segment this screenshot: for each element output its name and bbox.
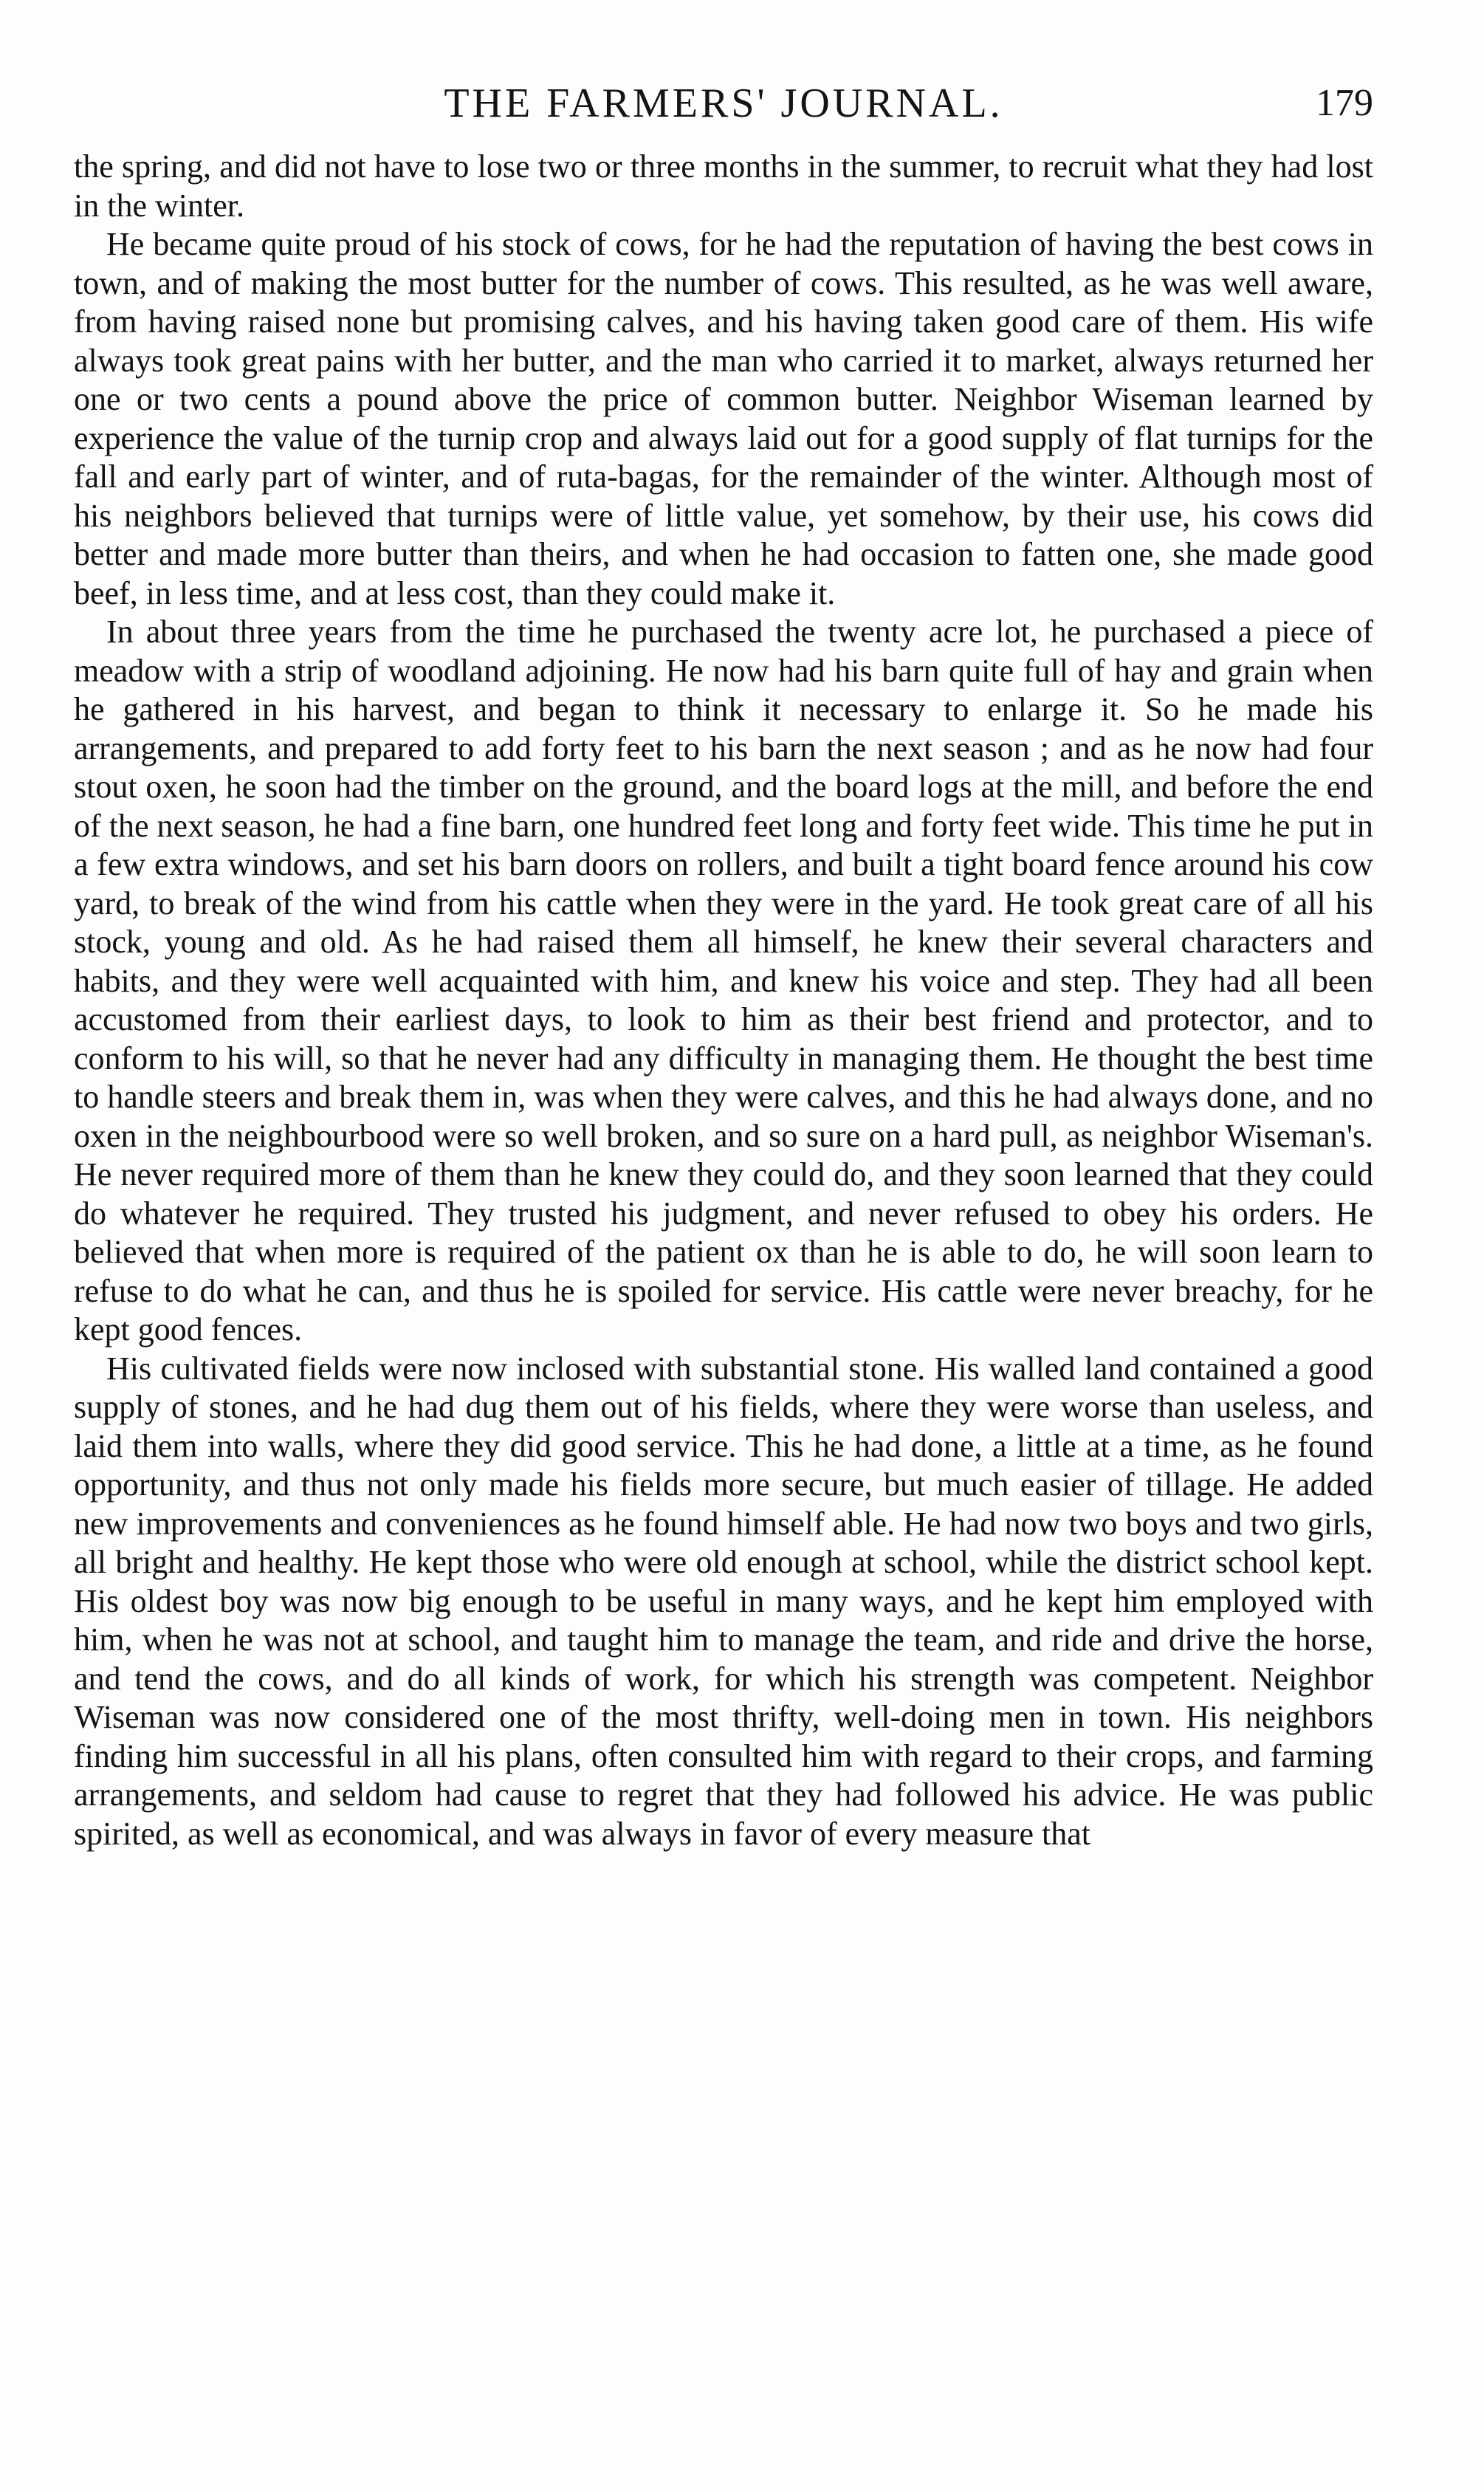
paragraph-cows: He became quite proud of his stock of cows, for he had the reputation of having the best cows in town, and of making the most butter for the number of cows. This resulted, as he was well aware, from having raised none but promising calves, and his having taken good care of them. His wife always took great pains with her butter, and the man who carried it to market, always returned her one or two cents a pound above the price of common butter. Neighbor Wiseman learned by experience the value of the turnip crop and always laid out for a good supply of flat turnips for the fall and early part of winter, and of ruta-bagas, for the remainder of the winter. Although most of his neighbors believed that turnips were of little value, yet somehow, by their use, his cows did better and made more butter than theirs, and when he had occasion to fatten one, she made good beef, in less time, and at less cost, than they could make it. [74, 226, 1373, 611]
paragraph-barn: In about three years from the time he purchased the twenty acre lot, he purchased a piece of meadow with a strip of woodland adjoining. He now had his barn quite full of hay and grain when he gathered in his harvest, and began to think it necessary to enlarge it. So he made his arrangements, and prepared to add forty feet to his barn the next season ; and as he now had four stout oxen, he soon had the timber on the ground, and the board logs at the mill, and before the end of the next season, he had a fine barn, one hundred feet long and forty feet wide. This time he put in a few extra windows, and set his barn doors on rollers, and built a tight board fence around his cow yard, to break of the wind from his cattle when they were in the yard. He took great care of all his stock, young and old. As he had raised them all himself, he knew their several characters and habits, and they were well acquainted with him, and knew his voice and step. They had all been accustomed from their earliest days, to look to him as their best friend and protector, and to conform to his will, so that he never had any difficulty in managing them. He thought the best time to handle steers and break them in, was when they were calves, and this he had always done, and no oxen in the neighbourbood were so well broken, and so sure on a hard pull, as neighbor Wiseman's. He never required more of them than he knew they could do, and they soon learned that they could do whatever he required. They trusted his judgment, and never refused to obey his orders. He believed that when more is required of the patient ox than he is able to do, he will soon learn to refuse to do what he can, and thus he is spoiled for service. His cattle were never breachy, for he kept good fences. [74, 614, 1373, 1348]
paragraph-fields: His cultivated fields were now inclosed with substantial stone. His walled land contained a good supply of stones, and he had dug them out of his fields, where they were worse than useless, and laid them into walls, where they did good service. This he had done, a little at a time, as he found opportunity, and thus not only made his fields more secure, but much easier of tillage. He added new improvements and conveniences as he found himself able. He had now two boys and two girls, all bright and healthy. He kept those who were old enough at school, while the district school kept. His oldest boy was now big enough to be useful in many ways, and he kept him employed with him, when he was not at school, and taught him to manage the team, and ride and drive the horse, and tend the cows, and do all kinds of work, for which his strength was competent. Neighbor Wiseman was now considered one of the most thrifty, well-doing men in town. His neighbors finding him successful in all his plans, often consulted him with regard to their crops, and farming arrangements, and seldom had cause to regret that they had followed his advice. He was public spirited, as well as economical, and was always in favor of every measure that [74, 1350, 1373, 1852]
running-head [74, 74, 1373, 133]
article-body [74, 148, 1373, 1853]
paragraph-continued: the spring, and did not have to lose two or three months in the summer, to recruit what they had lost in the winter. [74, 148, 1373, 224]
page-number: 179 [1316, 82, 1373, 124]
journal-title: THE FARMERS' JOURNAL. [444, 80, 1003, 126]
